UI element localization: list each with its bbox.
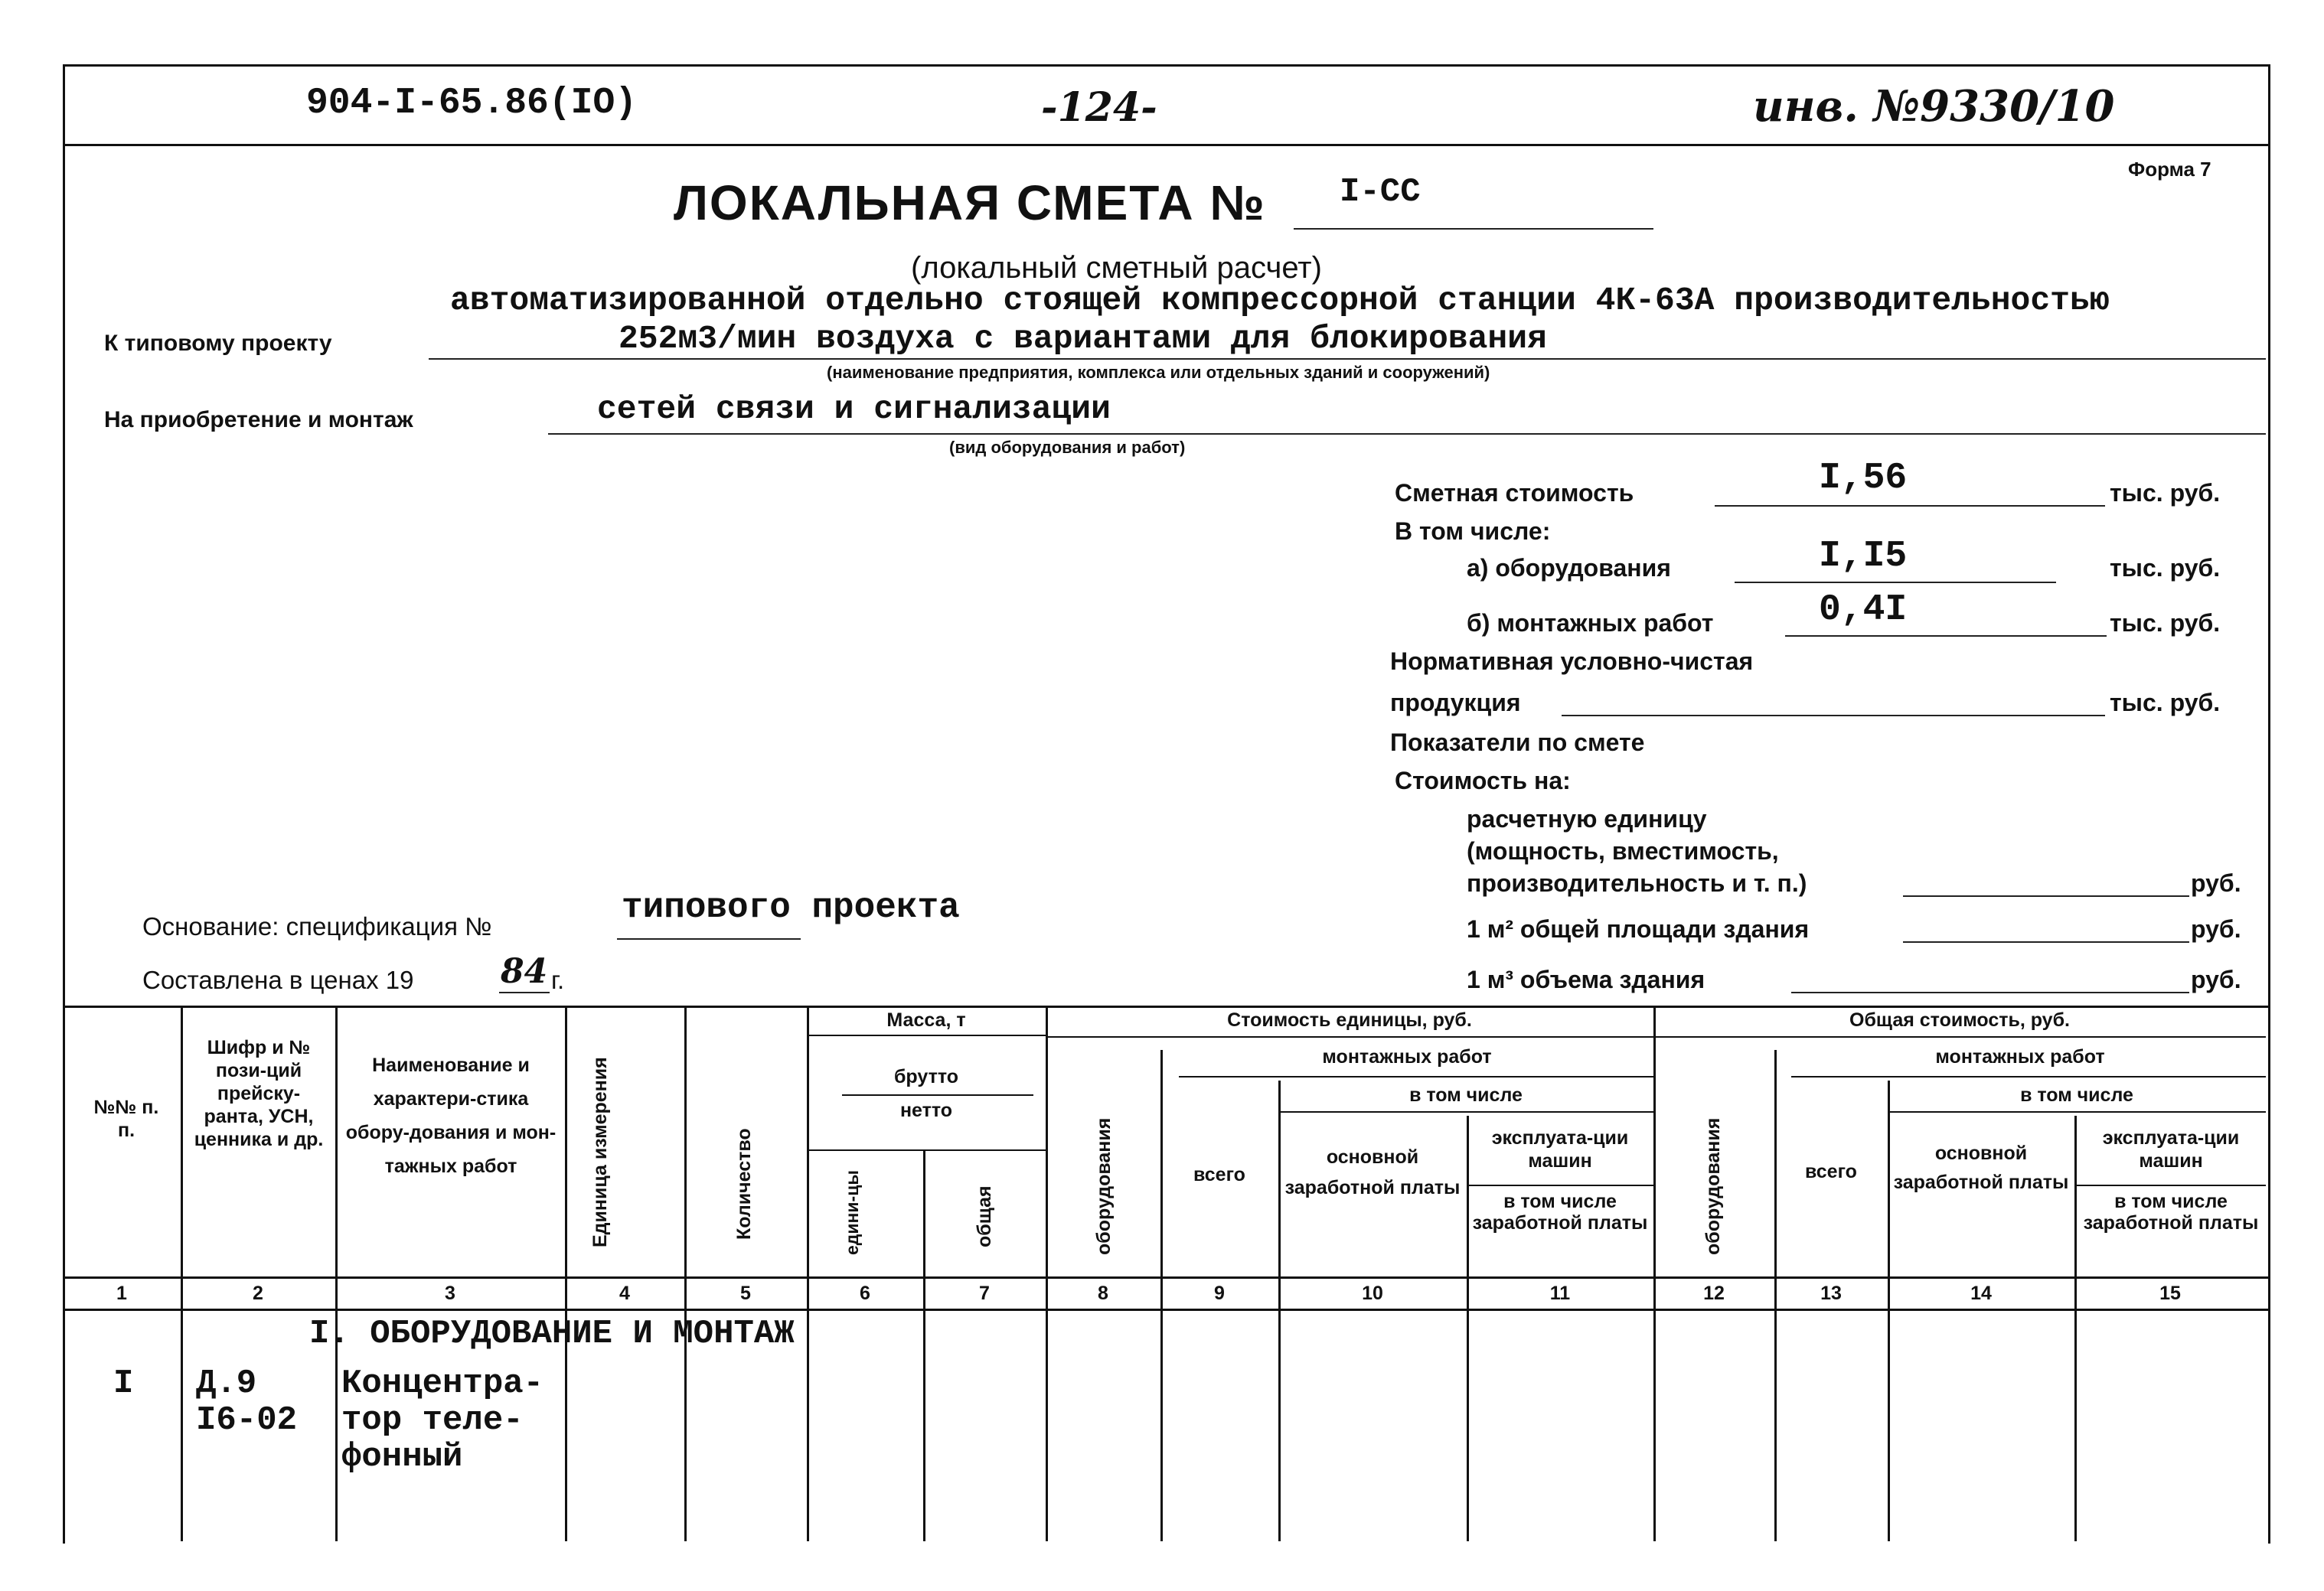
th-netto: нетто [899, 1100, 953, 1121]
including-label: В том числе: [1395, 517, 1551, 545]
calc-unit-line3: производительность и т. п.) [1467, 869, 1807, 897]
colnum-2: 2 [253, 1283, 263, 1304]
volume-line [1791, 992, 2189, 993]
row-code: Д.9 I6-02 [196, 1364, 298, 1439]
section-title: I. ОБОРУДОВАНИЕ И МОНТАЖ [309, 1315, 795, 1353]
th-quantity: Количество [733, 1128, 755, 1240]
product-unit: тыс. руб. [2110, 689, 2221, 716]
colnum-8: 8 [1098, 1283, 1108, 1304]
colnum-7: 7 [979, 1283, 990, 1304]
th-total-machines-salary: в том числе заработной платы [2083, 1191, 2259, 1234]
th-unit-total: всего [1193, 1164, 1245, 1185]
colnum-15: 15 [2159, 1283, 2181, 1304]
row-name: Концентра-тор теле-фонный [341, 1364, 544, 1476]
estimated-cost-unit: тыс. руб. [2110, 479, 2221, 507]
normative-label: Нормативная условно-чистая [1390, 647, 1754, 675]
estimated-cost-label: Сметная стоимость [1395, 479, 1634, 507]
area-line [1903, 941, 2189, 943]
table-colnum-bottom [63, 1309, 2268, 1311]
colnum-4: 4 [619, 1283, 630, 1304]
area-rub: руб. [2191, 915, 2241, 943]
doc-code: 904-I-65.86(IO) [306, 83, 638, 124]
calc-unit-line [1903, 895, 2189, 897]
calc-unit-line1: расчетную единицу [1467, 805, 1707, 833]
th-mass-total: общая [974, 1185, 995, 1247]
inventory-number: инв. №9330/10 [1753, 81, 2115, 132]
th-total-incl: в том числе [2020, 1084, 2133, 1106]
th-name: Наименование и характери-стика обору-дования и мон-тажных работ [345, 1055, 557, 1177]
col-line-1 [181, 1006, 183, 1541]
total-cost-line-4 [2074, 1185, 2266, 1186]
prices-year-suffix: г. [551, 966, 565, 994]
th-code: Шифр и № пози-ций прейску-ранта, УСН, ценника и др. [194, 1037, 324, 1150]
col-line-11 [1653, 1006, 1656, 1541]
col-line-2 [335, 1006, 338, 1541]
equipment-cost-unit: тыс. руб. [2110, 554, 2221, 582]
calc-unit-line2: (мощность, вместимость, [1467, 837, 1779, 865]
unit-cost-line-4 [1467, 1185, 1653, 1186]
purchase-caption: (вид оборудования и работ) [949, 438, 1186, 457]
th-brutto: брутто [893, 1066, 959, 1087]
page-number: -124- [1041, 84, 1157, 131]
estimated-cost-value: I,56 [1819, 458, 1908, 499]
th-total-install: монтажных работ [1935, 1046, 2105, 1068]
purchase-label: На приобретение и монтаж [104, 407, 413, 432]
colnum-13: 13 [1820, 1283, 1842, 1304]
colnum-14: 14 [1970, 1283, 1992, 1304]
indicators-label: Показатели по смете [1390, 729, 1645, 756]
project-line2: 252м3/мин воздуха с вариантами для блокирования [619, 320, 1547, 357]
table-top-line [63, 1006, 2268, 1008]
row-number: I [113, 1364, 134, 1403]
form-label: Форма 7 [2128, 158, 2211, 181]
install-cost-unit: тыс. руб. [2110, 609, 2221, 637]
install-cost-value: 0,4I [1819, 589, 1908, 631]
th-total-salary: основной заработной платы [1893, 1143, 2069, 1193]
colnum-3: 3 [445, 1283, 455, 1304]
cost-for-label: Стоимость на: [1395, 767, 1571, 794]
th-unit-salary: основной заработной платы [1284, 1146, 1461, 1198]
col-line-13 [1888, 1081, 1890, 1541]
table-header-bottom [63, 1276, 2268, 1279]
th-total-total: всего [1805, 1161, 1857, 1182]
estimate-number-line [1294, 228, 1653, 230]
total-cost-line-2 [1791, 1076, 2266, 1078]
equipment-cost-line [1735, 582, 2056, 583]
mass-line-1 [807, 1035, 1046, 1036]
colnum-12: 12 [1703, 1283, 1725, 1304]
colnum-5: 5 [740, 1283, 751, 1304]
estimate-number: I-CC [1340, 173, 1421, 211]
th-total-equipment: оборудования [1702, 1117, 1724, 1255]
project-line1: автоматизированной отдельно стоящей компрессорной станции 4К-63А производительностью [450, 282, 2110, 319]
project-label: К типовому проекту [104, 331, 332, 356]
total-cost-line-1 [1653, 1036, 2266, 1038]
th-mass-unit: едини-цы [842, 1169, 862, 1255]
estimate-title: ЛОКАЛЬНАЯ СМЕТА № [674, 175, 1266, 230]
install-cost-label: б) монтажных работ [1467, 609, 1714, 637]
volume-label: 1 м³ объема здания [1467, 966, 1705, 993]
colnum-11: 11 [1549, 1283, 1571, 1304]
prices-year: 84 [501, 952, 548, 991]
basis-value: типового проекта [622, 888, 960, 928]
th-unit-cost: Стоимость единицы, руб. [1227, 1009, 1472, 1031]
unit-cost-line-3 [1278, 1111, 1653, 1113]
year-line [499, 992, 550, 993]
basis-label: Основание: спецификация № [142, 912, 492, 941]
col-line-6 [923, 1151, 925, 1541]
th-unit-incl: в том числе [1409, 1084, 1523, 1106]
product-label: продукция [1390, 689, 1521, 716]
project-caption: (наименование предприятия, комплекса или отдельных зданий и сооружений) [827, 363, 1490, 382]
col-line-9 [1278, 1081, 1281, 1541]
colnum-10: 10 [1362, 1283, 1383, 1304]
col-line-10 [1467, 1116, 1469, 1541]
th-unit-install: монтажных работ [1322, 1046, 1492, 1068]
total-cost-line-3 [1888, 1111, 2266, 1113]
unit-cost-line-2 [1179, 1076, 1653, 1078]
col-line-7 [1046, 1006, 1048, 1541]
th-unit-machines-salary: в том числе заработной платы [1472, 1191, 1648, 1234]
purchase-underline [548, 433, 2266, 435]
th-total-cost: Общая стоимость, руб. [1849, 1009, 2070, 1031]
th-unit: Единица измерения [589, 1057, 611, 1247]
unit-cost-line-1 [1046, 1036, 1653, 1038]
volume-rub: руб. [2191, 966, 2241, 993]
prices-label: Составлена в ценах 19 [142, 966, 414, 994]
th-total-machines: эксплуата-ции машин [2102, 1127, 2240, 1172]
calc-unit-rub: руб. [2191, 869, 2241, 897]
purchase-value: сетей связи и сигнализации [597, 390, 1111, 428]
colnum-6: 6 [860, 1283, 870, 1304]
estimate-subtitle: (локальный сметный расчет) [911, 251, 1322, 285]
th-unit-machines: эксплуата-ции машин [1491, 1127, 1629, 1172]
basis-line [617, 938, 801, 940]
equipment-cost-value: I,I5 [1819, 536, 1908, 577]
mass-line-3 [807, 1149, 1046, 1151]
equipment-cost-label: а) оборудования [1467, 554, 1671, 582]
th-unit-equipment: оборудования [1093, 1117, 1115, 1255]
header-divider [63, 144, 2268, 146]
install-cost-line [1785, 635, 2107, 637]
th-mass: Масса, т [886, 1009, 966, 1031]
colnum-1: 1 [116, 1283, 127, 1304]
mass-line-2 [842, 1094, 1033, 1096]
col-line-4 [684, 1006, 687, 1541]
area-label: 1 м² общей площади здания [1467, 915, 1810, 943]
col-line-3 [565, 1006, 567, 1541]
product-line [1562, 715, 2105, 716]
col-line-14 [2074, 1116, 2077, 1541]
th-number: №№ п. п. [93, 1097, 159, 1141]
project-underline [429, 358, 2266, 360]
colnum-9: 9 [1214, 1283, 1225, 1304]
estimated-cost-line [1715, 505, 2105, 507]
